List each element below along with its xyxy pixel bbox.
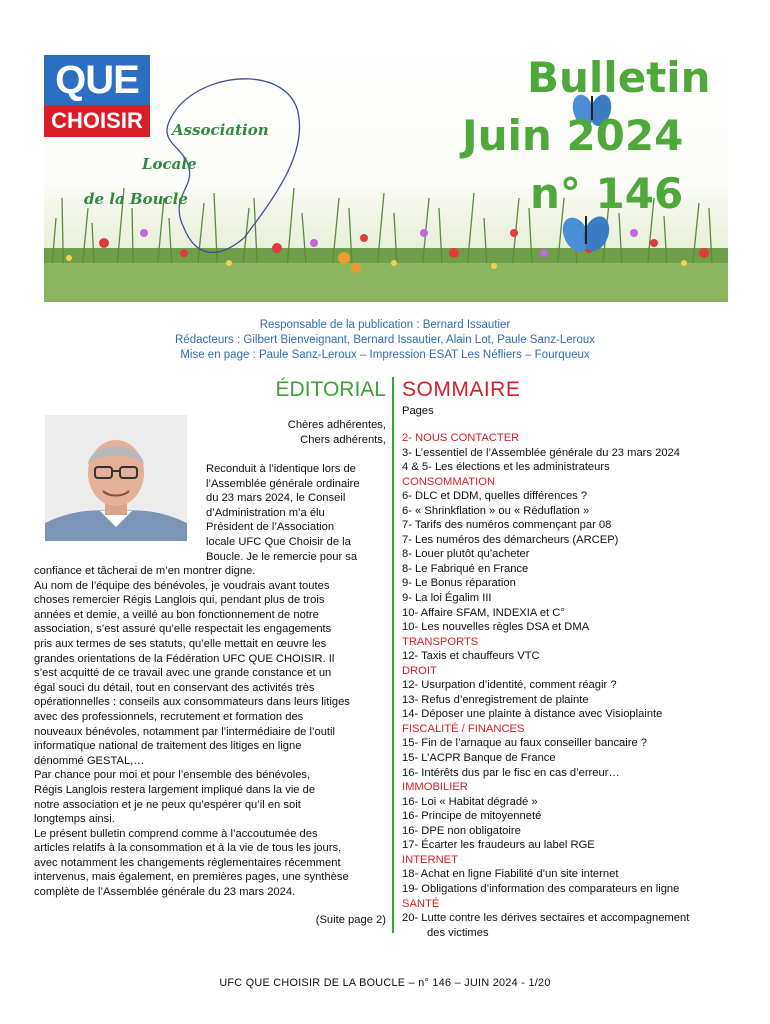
sommaire-entry: [402, 751, 732, 766]
credit-layout: Mise en page : Paule Sanz-Leroux – Impression ESAT Les Néfliers – Fourqueux: [180, 349, 590, 361]
sommaire-entry: [402, 882, 732, 897]
side-line: l’Assemblée générale ordinaire: [206, 477, 360, 490]
sommaire-entry: [402, 504, 732, 519]
body-line: avec des professionnels, recrutement et formation des: [34, 710, 304, 723]
sommaire-entry-text: 17- Écarter les fraudeurs au label RGE: [402, 839, 595, 852]
sommaire-entry-text: 19- Obligations d’information des comparateurs en ligne: [402, 882, 680, 895]
sommaire-entry: [402, 838, 732, 853]
side-line: Président de l’Association: [206, 521, 335, 534]
body-line: opérationnelles : conseils aux consommateurs dans leurs litiges: [34, 696, 350, 709]
sommaire-entry: [402, 620, 732, 635]
sommaire-entry-text: 10- Les nouvelles règles DSA et DMA: [402, 621, 590, 634]
sommaire-entry-text: 6- DLC et DDM, quelles différences ?: [402, 490, 588, 503]
sommaire-entry-text: 7- Les numéros des démarcheurs (ARCEP): [402, 533, 619, 546]
body-line: Par chance pour moi et pour l’ensemble des bénévoles,: [34, 769, 311, 782]
sommaire-entry-text: 16- Loi « Habitat dégradé »: [402, 795, 538, 808]
body-line: Le présent bulletin comprend comme à l’accoutumée des: [34, 827, 318, 840]
credit-editors: Rédacteurs : Gilbert Bienveignant, Bernard Issautier, Alain Lot, Paule Sanz-Leroux: [175, 334, 595, 346]
body-line: confiance et tâcherai de m’en montrer digne.: [34, 565, 256, 577]
side-line: locale UFC Que Choisir de la: [206, 535, 351, 548]
sommaire-entry: [402, 824, 732, 839]
sommaire-entry: [402, 446, 732, 461]
sommaire-entry: [402, 736, 732, 751]
logo-bottom-text: CHOISIR: [44, 105, 150, 137]
sommaire-entry-text: FISCALITÉ / FINANCES: [402, 722, 525, 735]
sommaire-entry-text: 10- Affaire SFAM, INDEXIA et C°: [402, 606, 565, 619]
assoc-line-2: Locale: [142, 155, 197, 173]
sommaire-entry: [402, 707, 732, 722]
body-line: années et demie, a veillé au bon fonctionnement de notre: [34, 608, 319, 621]
side-line: Reconduit à l’identique lors de: [206, 463, 356, 475]
editorial-body: [34, 564, 390, 900]
logo-top-text: QUE: [44, 55, 150, 105]
credit-publication: Responsable de la publication : Bernard Issautier: [259, 319, 511, 331]
sommaire-entry: [402, 809, 732, 824]
greeting-1: Chères adhérentes,: [287, 419, 386, 431]
que-choisir-logo: [44, 55, 150, 137]
sommaire-entry-text: 15- Fin de l’arnaque au faux conseiller bancaire ?: [402, 737, 648, 750]
assoc-line-3: de la Boucle: [84, 190, 188, 208]
sommaire-entry-text: 2- NOUS CONTACTER: [402, 432, 520, 444]
body-line: égal souci du détail, tout en conservant des activités très: [34, 681, 315, 694]
sommaire-entry: [402, 533, 732, 548]
sommaire-entry-text: 16- DPE non obligatoire: [402, 824, 521, 837]
sommaire-entry-text: 18- Achat en ligne Fiabilité d’un site internet: [402, 868, 619, 881]
body-line: Au nom de l’équipe des bénévoles, je voudrais avant toutes: [34, 579, 330, 592]
sommaire-entry: [402, 460, 732, 475]
sommaire-entry: [402, 576, 732, 591]
sommaire-entry-text: 13- Refus d’enregistrement de plainte: [402, 693, 589, 706]
sommaire-entry: [402, 562, 732, 577]
sommaire-pages-label: Pages: [402, 405, 434, 417]
side-line: d’Administration m’a élu: [206, 506, 325, 519]
sommaire-entry: [402, 518, 732, 533]
body-line: complète de l’Assemblée générale du 23 mars 2024.: [34, 886, 296, 899]
sommaire-entry-text: 8- Louer plutôt qu’acheter: [402, 548, 530, 561]
sommaire-category: [402, 780, 732, 795]
greeting-2: Chers adhérents,: [300, 434, 386, 446]
body-line: choses remercier Régis Langlois qui, pendant plus de trois: [34, 594, 325, 607]
column-divider: [392, 377, 394, 933]
body-line: notre association et je ne peux qu’espérer qu’il en soit: [34, 798, 301, 811]
bulletin-date: Juin 2024: [462, 111, 684, 160]
sommaire-entry-text: 9- La loi Égalim III: [402, 592, 492, 605]
sommaire-entry: [402, 766, 732, 781]
sommaire-category: [402, 853, 732, 868]
sommaire-entry: [402, 693, 732, 708]
sommaire-entry-text: 14- Déposer une plainte à distance avec Visioplainte: [402, 708, 663, 721]
side-line: Boucle. Je le remercie pour sa: [206, 550, 358, 563]
sommaire-category: [402, 722, 732, 737]
sommaire-entry-text: 3- L’essentiel de l’Assemblée générale du 23 mars 2024: [402, 446, 680, 459]
sommaire-entry-text: 15- L’ACPR Banque de France: [402, 752, 556, 765]
sommaire-entry: [402, 649, 732, 664]
body-line: dénommé GESTAL,…: [34, 754, 145, 767]
sommaire-entry-text: 9- Le Bonus réparation: [402, 577, 516, 590]
sommaire-entry-text: 4 & 5- Les élections et les administrateurs: [402, 461, 610, 474]
sommaire-entry: [402, 678, 732, 693]
body-line: Régis Langlois restera largement impliqué dans la vie de: [34, 783, 316, 796]
sommaire-entry-text: DROIT: [402, 664, 437, 677]
sommaire-category: [402, 897, 732, 912]
sommaire-title: SOMMAIRE: [402, 378, 521, 401]
sommaire-entry: [402, 489, 732, 504]
body-line: informatique national de traitement des litiges en ligne: [34, 740, 302, 753]
body-line: intervenus, mais également, en premières pages, une synthèse: [34, 871, 349, 884]
sommaire-entry-text: TRANSPORTS: [402, 635, 479, 648]
sommaire-entry-text: IMMOBILIER: [402, 781, 468, 794]
editorial-side-text: [206, 462, 390, 564]
sommaire-entry-text: 16- Intérêts dus par le fisc en cas d’erreur…: [402, 766, 620, 779]
sommaire-entry-text: 16- Principe de mitoyenneté: [402, 810, 542, 823]
page-footer: UFC QUE CHOISIR DE LA BOUCLE – n° 146 – JUIN 2024 - 1/20: [219, 977, 551, 989]
bulletin-title: Bulletin: [527, 53, 711, 102]
sommaire-entry: [402, 911, 732, 940]
sommaire-entry-text: INTERNET: [402, 853, 458, 866]
body-line: association, s’est assuré qu’elle respectait les engagements: [34, 623, 332, 636]
sommaire-entry: [402, 606, 732, 621]
body-line: longtemps ainsi.: [34, 813, 115, 826]
sommaire-entry: [402, 795, 732, 810]
sommaire-entry-text: 20- Lutte contre les dérives sectaires et accompagnement: [402, 912, 690, 925]
sommaire-entry-text: CONSOMMATION: [402, 475, 496, 488]
bulletin-number: n° 146: [530, 169, 684, 218]
editorial-title: ÉDITORIAL: [275, 378, 386, 401]
sommaire-category: [402, 635, 732, 650]
assoc-line-1: Association: [172, 121, 269, 139]
sommaire-entry-text: 8- Le Fabriqué en France: [402, 562, 529, 575]
sommaire-entry-text: SANTÉ: [402, 897, 440, 910]
president-photo: [45, 415, 187, 541]
body-line: nouveaux bénévoles, notamment par l’intermédiaire de l’outil: [34, 725, 335, 738]
sommaire-entry: [402, 591, 732, 606]
sommaire-entry: [402, 867, 732, 882]
sommaire-entry-text: 12- Usurpation d’identité, comment réagir ?: [402, 679, 617, 692]
sommaire-entry-text: 6- « Shrinkflation » ou « Réduflation »: [402, 504, 590, 517]
side-line: du 23 mars 2024, le Conseil: [206, 492, 346, 505]
sommaire-list: [402, 431, 732, 940]
body-line: articles relatifs à la consommation et à la vie de tous les jours,: [34, 842, 342, 855]
body-line: s’est acquitté de ce travail avec une grande constance et un: [34, 667, 332, 680]
sommaire-entry-text: 12- Taxis et chauffeurs VTC: [402, 650, 540, 663]
continued-note: (Suite page 2): [315, 914, 386, 926]
sommaire-category: [402, 664, 732, 679]
sommaire-category: [402, 431, 732, 446]
body-line: grandes orientations de la Fédération UFC QUE CHOISIR. Il: [34, 652, 335, 665]
body-line: pris aux termes de ses statuts, qu’elle mettait en œuvre les: [34, 637, 327, 650]
body-line: avec notamment les changements réglementaires récemment: [34, 856, 341, 869]
sommaire-entry: [402, 547, 732, 562]
sommaire-entry-text: 7- Tarifs des numéros commençant par 08: [402, 519, 612, 532]
sommaire-entry-continuation: des victimes: [427, 926, 489, 939]
sommaire-category: [402, 475, 732, 490]
